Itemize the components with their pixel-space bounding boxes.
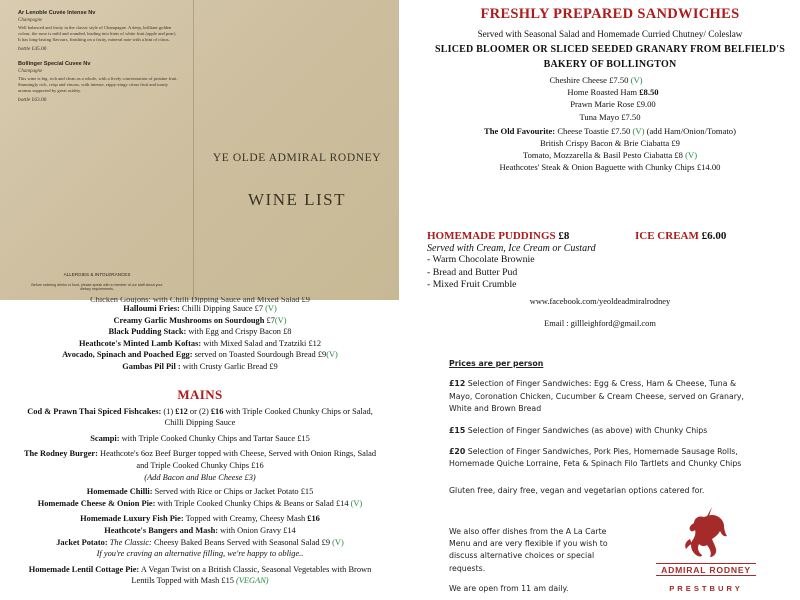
flexible-note: We also offer dishes from the A La Carte Menu and are very flexible if you wish to discuss alternative choices or special requests. [449,527,608,573]
pudding-item: - Mixed Fruit Crumble [427,279,517,291]
sandwiches-section [420,6,800,174]
dish-description: A Vegan Twist on a British Classic, Seasonal Vegetables with Brown Lentils Topped with Mash [131,564,372,586]
allergy-notice [0,272,194,292]
dish-description: with Egg and Crispy Bacon [188,327,281,337]
dietary-note: Gluten free, dairy free, vegan and vegetarian options catered for. [449,485,705,495]
bread-line: BAKERY OF BOLLINGTON [543,58,677,70]
puddings-price: £8 [558,230,570,242]
puddings-heading: HOMEMADE PUDDINGS [427,230,556,242]
wine-list-title: WINE LIST [247,190,346,209]
sandwiches-subtitle: Served with Seasonal Salad and Homemade Curried Chutney/ Coleslaw [477,29,743,39]
dish-price: £15 [300,487,314,497]
dish-portion: (1) [163,406,174,416]
puddings-section [427,230,627,292]
admiral-rodney-logo [656,505,756,597]
dish-price: £15 [297,433,310,443]
dish-name: Homemade Luxury Fish Pie: [80,514,184,524]
starter-item [20,349,380,361]
ice-cream-title: ICE CREAM [635,230,699,242]
main-item [20,513,380,525]
main-item [20,406,380,429]
sandwich-item [420,111,800,123]
ice-cream-heading [635,230,726,242]
sandwich-price: £7.50 [611,125,631,136]
wine-list-page [0,0,194,300]
sandwich-price: £9.00 [636,99,656,110]
pudding-item: - Bread and Butter Pud [427,266,518,278]
dish-price: £8 [283,327,292,337]
dish-name: Halloumi Fries: [123,304,180,313]
vegetarian-tag: (V) [350,498,363,508]
dish-variant: The Classic: [109,537,152,547]
sandwich-price: £9 [671,138,680,149]
dish-price: £16 [210,406,224,416]
party-option [449,425,759,437]
vegetarian-tag: (V) [326,350,338,360]
puddings-title [427,230,627,242]
contact-section [450,297,750,328]
dish-description: Topped with Creamy, Cheesy Mash [185,514,306,524]
sandwich-name: Prawn Marie Rose [570,99,635,110]
vegan-tag: (VEGAN) [236,576,269,586]
dish-name: Heathcote's Bangers and Mash: [104,525,219,535]
dish-description: with Mixed Salad and Tzatziki [203,338,307,348]
wine-price-label: bottle [18,46,31,52]
bread-line: SLICED BLOOMER OR SLICED SEEDED GRANARY FROM BELFIELD'S [434,44,786,55]
vegetarian-tag: (V) [274,315,287,325]
wine-name: Bollinger Special Cuvee Nv [18,61,91,67]
sandwich-price: £8 [674,150,683,161]
dish-description: Chilli Dipping Sauce [181,304,253,313]
dish-description: with Triple Cooked Chunky Chips & Beans or Salad [157,498,334,508]
sandwich-item [420,161,800,173]
sandwiches-title: FRESHLY PREPARED SANDWICHES [480,6,740,22]
party-menu-section [449,358,759,497]
sandwich-item [420,74,800,86]
sandwich-item-favourite [420,125,800,137]
dish-price: £9 [321,537,331,547]
sandwich-price: £7.50 [621,111,641,122]
dish-price: £15 [221,576,234,586]
party-option-price: £20 [449,447,466,457]
party-option-text: Selection of Finger Sandwiches: Egg & Cress, Ham & Cheese, Tuna & Mayo, Coronation Chicken, Cucumber & Cream Cheese, served on Granary, White and Brown Bread [449,379,745,414]
starter-item [20,303,380,315]
wine-entry [18,61,179,103]
dish-description: Cheesy Baked Beans Served with Seasonal Salad [153,537,320,547]
venue-name: YE OLDE ADMIRAL RODNEY [212,152,382,164]
vegetarian-tag: (V) [632,125,645,136]
party-option-text: Selection of Finger Sandwiches, Pork Pies, Homemade Sausage Rolls, Homemade Quiche Lorraine, Feta & Spinach Filo Tartlets and Chunky Chips [449,447,742,469]
dish-price: £7 [266,315,275,325]
puddings-subtitle: Served with Cream, Ice Cream or Custard [427,243,596,254]
email-link[interactable]: Email : gillleighford@gmail.com [544,319,656,328]
dish-name: Homemade Lentil Cottage Pie: [28,564,140,574]
dish-name: Scampi: [90,433,120,443]
facebook-link[interactable]: www.facebook.com/yeoldeadmiralrodney [529,297,671,306]
main-item [20,486,380,498]
sandwich-item [420,98,800,110]
sandwich-name: Tomato, Mozzarella & Basil Pesto Ciabatta [522,150,673,161]
sandwich-item [420,149,800,161]
sandwich-name: Heathcotes' Steak & Onion Baguette with Chunky Chips [499,162,695,173]
wine-description: Well balanced and fruity in the classic style of Champagne. A deep, brilliant golden colour, the nose is mild and rounded, leading into hints of white fruit (apple and pear). It has long-lasting flavours, finishing on a fruity, mineral note with a hint of citrus. [18,25,177,42]
pudding-item: - Warm Chocolate Brownie [427,254,535,265]
dish-price: £14 [335,498,349,508]
sandwich-price: £8.50 [639,87,659,98]
addon-price: £3) [244,472,256,482]
opening-hours: We are open from 11 am daily. [449,584,569,593]
dish-description: with Triple Cooked Chunky Chips or Salad, Chilli Dipping Sauce [164,406,373,428]
starter-item [20,326,380,338]
sandwich-price: £7.50 [609,75,629,85]
main-item [20,498,380,510]
unicorn-icon [682,505,730,561]
party-heading: Prices are per person [449,359,544,368]
sandwich-item [420,86,800,98]
dish-name: Homemade Chilli: [86,487,153,497]
mains-title: MAINS [177,386,223,402]
logo-name: ADMIRAL RODNEY [661,565,751,575]
allergy-text: Before ordering drinks or food, please speak with a member of our staff about your dietary requirements. [31,282,163,292]
main-item [20,564,380,587]
dish-name: Cod & Prawn Thai Spiced Fishcakes: [27,406,162,416]
dish-name: The Rodney Burger: [23,449,98,459]
wine-price-value: £45.00 [31,46,47,52]
sandwich-name: Cheshire Cheese [549,75,607,85]
wine-list-panel [0,0,399,300]
sandwich-list [420,74,800,174]
vegetarian-tag: (V) [332,537,344,547]
dish-price: £9 [317,350,327,360]
vegetarian-tag: (V) [685,150,698,161]
dish-name: Gambas Pil Pil : [122,361,181,371]
ice-cream-price: £6.00 [701,230,727,242]
main-item [20,448,380,471]
dish-price: £14 [283,525,296,535]
dish-name: Heathcote's Minted Lamb Koftas: [79,338,202,348]
starter-item-cutoff: Chicken Goujons: with Chilli Dipping Sauce and Mixed Salad £9 [90,297,310,303]
dish-name: Avocado, Spinach and Poached Egg: [62,350,193,360]
dish-price: £12 [308,338,321,348]
dish-name: Black Pudding Stack: [108,327,187,337]
starter-item [20,361,380,373]
dish-description: with Onion Gravy [220,525,282,535]
main-item [20,525,380,537]
dish-price: £9 [269,361,278,371]
vegetarian-tag: (V) [630,75,643,85]
party-option [449,378,759,415]
starter-item [20,315,380,327]
sandwich-name: Cheese Toastie [557,125,609,136]
party-option-text: Selection of Finger Sandwiches (as above) with Chunky Chips [467,425,708,435]
main-item [20,433,380,445]
starters-mains-section [20,297,380,587]
dish-price: £16 [307,514,320,524]
sandwich-price: £14.00 [696,162,721,173]
dish-name: Jacket Potato: [56,537,108,547]
dish-price: £12 [175,406,188,416]
dish-portion: (2) [199,406,209,416]
dish-description: with Crusty Garlic Bread [182,361,268,371]
party-option-price: £15 [449,425,466,435]
favourite-label: The Old Favourite: [484,125,556,136]
party-option-price: £12 [449,379,466,389]
main-item [20,537,380,549]
dish-description: Served with Rice or Chips or Jacket Potato [154,487,299,497]
sandwich-name: Tuna Mayo [579,111,620,122]
dish-description: with Triple Cooked Chunky Chips and Tartar Sauce [121,433,296,443]
wine-price-label: bottle [18,97,31,103]
alternative-note: If you're craving an alternative filling, we're happy to oblige.. [96,549,304,559]
sandwich-name: British Crispy Bacon & Brie Ciabatta [540,138,670,149]
wine-price [18,97,179,103]
allergy-title: ALLERGIES & INTOLERANCES [63,271,131,277]
sandwich-item [420,137,800,149]
wine-description: This wine is big, rich and clean as a whole, with a lively concentration of pristine fruit. Stunningly rich, crisp and vinous, with intense, zippy-zingy citrus fruit and toasty aromas supported by great acidity. [18,76,178,93]
wine-price-value: £63.00 [31,97,47,103]
logo-town: PRESTBURY [669,584,743,593]
dish-description: served on Toasted Sourdough Bread [194,350,316,360]
main-item-addon [20,472,380,484]
sandwich-name: Home Roasted Ham [567,87,638,98]
dish-price: £7 [254,304,264,313]
starter-item [20,338,380,350]
sandwich-extra: (add Ham/Onion/Tomato) [646,125,736,136]
party-option [449,446,759,471]
vegetarian-tag: (V) [265,304,277,313]
wine-type: Champagne [18,18,43,23]
wine-entry [18,10,179,52]
wine-price [18,46,179,52]
dish-price: £16 [251,460,264,470]
wine-name: Ar Lenoble Cuvée Intense Nv [18,10,96,16]
dish-description: Heathcote's 6oz Beef Burger topped with Cheese, Served with Onion Rings, Salad and Triple Cooked Chunky Chips [100,449,377,470]
wine-list-cover [195,0,399,300]
dish-name: Creamy Garlic Mushrooms on Sourdough [113,315,265,325]
dish-name: Homemade Cheese & Onion Pie: [37,498,156,508]
addon-text: (Add Bacon and Blue Cheese [144,472,243,482]
dish-or: or [189,406,197,416]
wine-type: Champagne [18,69,43,74]
